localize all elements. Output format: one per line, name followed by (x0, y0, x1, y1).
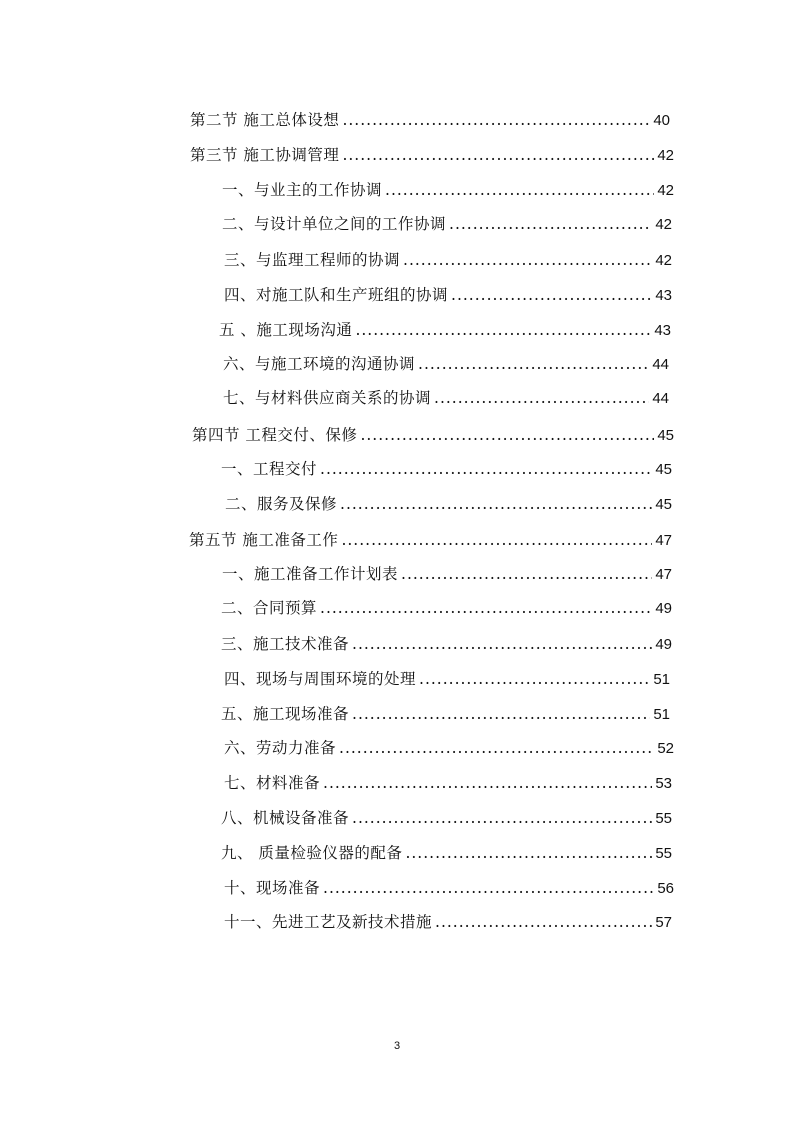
toc-entry-page: 43 (655, 287, 672, 304)
leader-dots (342, 145, 654, 165)
toc-entry-page: 57 (655, 914, 672, 931)
toc-entry[interactable] (222, 180, 674, 201)
toc-entry-label: 二、服务及保修 (225, 495, 338, 513)
page-number: 3 (393, 1040, 401, 1052)
toc-entry-page: 49 (655, 636, 672, 653)
toc-entry-page: 43 (654, 322, 671, 339)
toc-entry-page: 47 (655, 532, 672, 549)
toc-entry-label: 第三节 施工协调管理 (190, 146, 340, 164)
toc-entry-label: 四、对施工队和生产班组的协调 (224, 286, 449, 304)
toc-entry[interactable] (219, 320, 671, 341)
toc-entry-page: 42 (657, 147, 674, 164)
toc-entry-label: 一、施工准备工作计划表 (222, 565, 399, 583)
toc-entry-label: 九、 质量检验仪器的配备 (221, 844, 403, 862)
toc-entry-page: 42 (657, 182, 674, 199)
leader-dots (435, 912, 652, 932)
leader-dots (341, 530, 652, 550)
toc-entry-page: 53 (655, 775, 672, 792)
toc-entry-page: 47 (655, 566, 672, 583)
toc-entry[interactable] (221, 634, 672, 655)
toc-entry[interactable] (224, 285, 672, 306)
toc-entry[interactable] (224, 912, 672, 933)
leader-dots (449, 214, 652, 234)
leader-dots (320, 459, 652, 479)
toc-entry-label: 三、与监理工程师的协调 (224, 251, 401, 269)
toc-entry-page: 42 (655, 216, 672, 233)
leader-dots (418, 354, 649, 374)
toc-entry[interactable] (221, 843, 672, 864)
toc-entry-label: 一、与业主的工作协调 (222, 181, 383, 199)
toc-entry[interactable] (225, 494, 672, 515)
toc-entry[interactable] (224, 669, 670, 690)
toc-entry-page: 40 (653, 112, 670, 129)
leader-dots (342, 110, 650, 130)
toc-entry-label: 八、机械设备准备 (221, 809, 350, 827)
toc-entry[interactable] (221, 704, 670, 725)
toc-entry[interactable] (190, 110, 670, 131)
toc-entry-label: 六、与施工环境的沟通协调 (223, 355, 416, 373)
leader-dots (434, 388, 649, 408)
leader-dots (352, 704, 650, 724)
toc-entry-label: 第五节 施工准备工作 (189, 531, 339, 549)
leader-dots (385, 180, 654, 200)
leader-dots (320, 598, 652, 618)
leader-dots (360, 425, 654, 445)
toc-entry-label: 一、工程交付 (221, 460, 318, 478)
toc-entry-label: 五、施工现场准备 (221, 705, 350, 723)
toc-entry[interactable] (224, 738, 674, 759)
toc-entry[interactable] (221, 459, 672, 480)
toc-entry-page: 55 (655, 845, 672, 862)
toc-entry-page: 45 (655, 496, 672, 513)
toc-entry-label: 第二节 施工总体设想 (190, 111, 340, 129)
toc-entry[interactable] (192, 425, 674, 446)
toc-entry-page: 56 (657, 880, 674, 897)
toc-entry-page: 51 (653, 706, 670, 723)
leader-dots (352, 634, 652, 654)
leader-dots (405, 843, 652, 863)
toc-entry-page: 44 (652, 390, 669, 407)
toc-entry[interactable] (223, 388, 669, 409)
toc-entry-page: 55 (655, 810, 672, 827)
toc-entry-page: 45 (657, 427, 674, 444)
toc-entry[interactable] (223, 354, 669, 375)
leader-dots (323, 773, 652, 793)
leader-dots (403, 250, 652, 270)
toc-entry[interactable] (190, 145, 674, 166)
toc-entry-page: 51 (653, 671, 670, 688)
toc-entry-label: 七、材料准备 (224, 774, 321, 792)
toc-entry[interactable] (221, 808, 672, 829)
toc-entry-label: 二、合同预算 (221, 599, 318, 617)
toc-entry-page: 44 (652, 356, 669, 373)
toc-entry-page: 52 (657, 740, 674, 757)
toc-entry-label: 六、劳动力准备 (224, 739, 337, 757)
toc-entry-page: 49 (655, 600, 672, 617)
toc-entry-label: 二、与设计单位之间的工作协调 (222, 215, 447, 233)
toc-entry-label: 第四节 工程交付、保修 (192, 426, 358, 444)
toc-entry-label: 五 、施工现场沟通 (219, 321, 353, 339)
leader-dots (339, 738, 654, 758)
toc-entry[interactable] (224, 250, 672, 271)
toc-entry-page: 45 (655, 461, 672, 478)
toc-entry-label: 三、施工技术准备 (221, 635, 350, 653)
toc-entry[interactable] (189, 530, 672, 551)
toc-entry-label: 四、现场与周围环境的处理 (224, 670, 417, 688)
leader-dots (323, 878, 654, 898)
leader-dots (419, 669, 650, 689)
leader-dots (340, 494, 652, 514)
toc-entry-label: 七、与材料供应商关系的协调 (223, 389, 432, 407)
toc-entry[interactable] (224, 773, 672, 794)
toc-entry-label: 十、现场准备 (224, 879, 321, 897)
leader-dots (451, 285, 652, 305)
toc-entry-label: 十一、先进工艺及新技术措施 (224, 913, 433, 931)
toc-entry[interactable] (222, 214, 672, 235)
toc-entry-page: 42 (655, 252, 672, 269)
leader-dots (355, 320, 651, 340)
leader-dots (401, 564, 652, 584)
toc-entry[interactable] (221, 598, 672, 619)
leader-dots (352, 808, 652, 828)
toc-entry[interactable] (222, 564, 672, 585)
toc-entry[interactable] (224, 878, 674, 899)
